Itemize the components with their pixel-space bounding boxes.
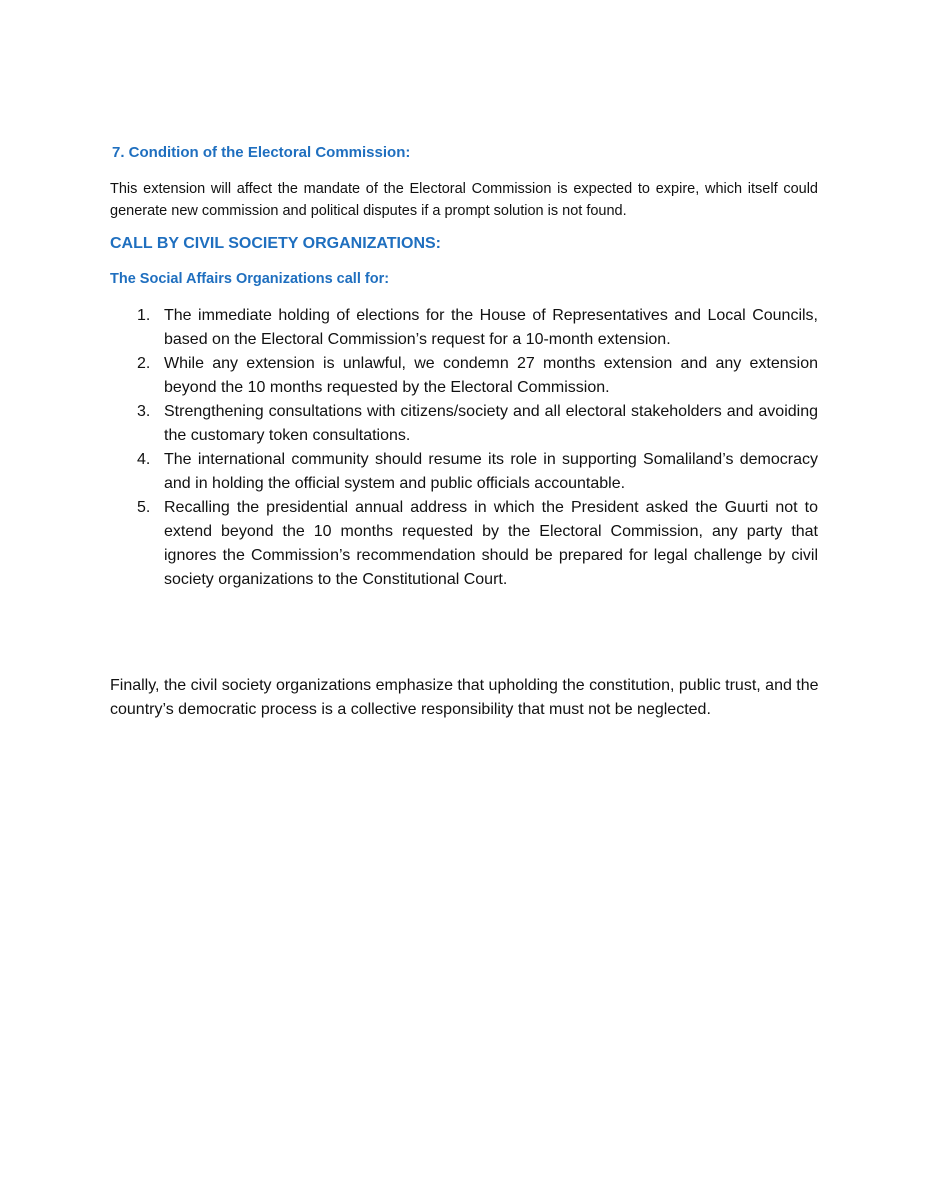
list-item xyxy=(110,400,818,448)
list-item xyxy=(110,304,818,352)
section-heading: 7. Condition of the Electoral Commission: xyxy=(112,144,411,161)
list-item-text: The international community should resume its role in supporting Somaliland’s democracy and in holding the official system and public officials accountable. xyxy=(164,451,818,492)
list-item xyxy=(110,352,818,400)
closing-paragraph: Finally, the civil society organizations emphasize that upholding the constitution, public trust, and the country’s democratic process is a collective responsibility that must not be neglected. xyxy=(110,677,819,718)
list-item-number: 3. xyxy=(137,403,151,420)
list-item-text: Recalling the presidential annual address in which the President asked the Guurti not to extend beyond the 10 months requested by the Electoral Commission, any party that ignores the Commission’s recommendation should be prepared for legal challenge by civil society organizations to the Constitutional Court. xyxy=(164,499,818,588)
electoral-commission-paragraph: This extension will affect the mandate of the Electoral Commission is expected to expire, which itself could generate new commission and political disputes if a prompt solution is not found. xyxy=(110,181,818,219)
list-item xyxy=(110,496,818,592)
list-item-number: 2. xyxy=(137,355,151,372)
list-item-text: Strengthening consultations with citizens/society and all electoral stakeholders and avoiding the customary token consultations. xyxy=(164,403,818,444)
list-item-number: 4. xyxy=(137,451,151,468)
list-item-text: The immediate holding of elections for the House of Representatives and Local Councils, based on the Electoral Commission’s request for a 10-month extension. xyxy=(164,307,818,348)
call-list xyxy=(110,304,818,592)
call-subheading: The Social Affairs Organizations call for: xyxy=(110,271,390,287)
list-item xyxy=(110,448,818,496)
list-item-number: 1. xyxy=(137,307,151,324)
call-heading: CALL BY CIVIL SOCIETY ORGANIZATIONS: xyxy=(110,235,441,252)
list-item-number: 5. xyxy=(137,499,151,516)
list-item-text: While any extension is unlawful, we condemn 27 months extension and any extension beyond the 10 months requested by the Electoral Commission. xyxy=(164,355,818,396)
